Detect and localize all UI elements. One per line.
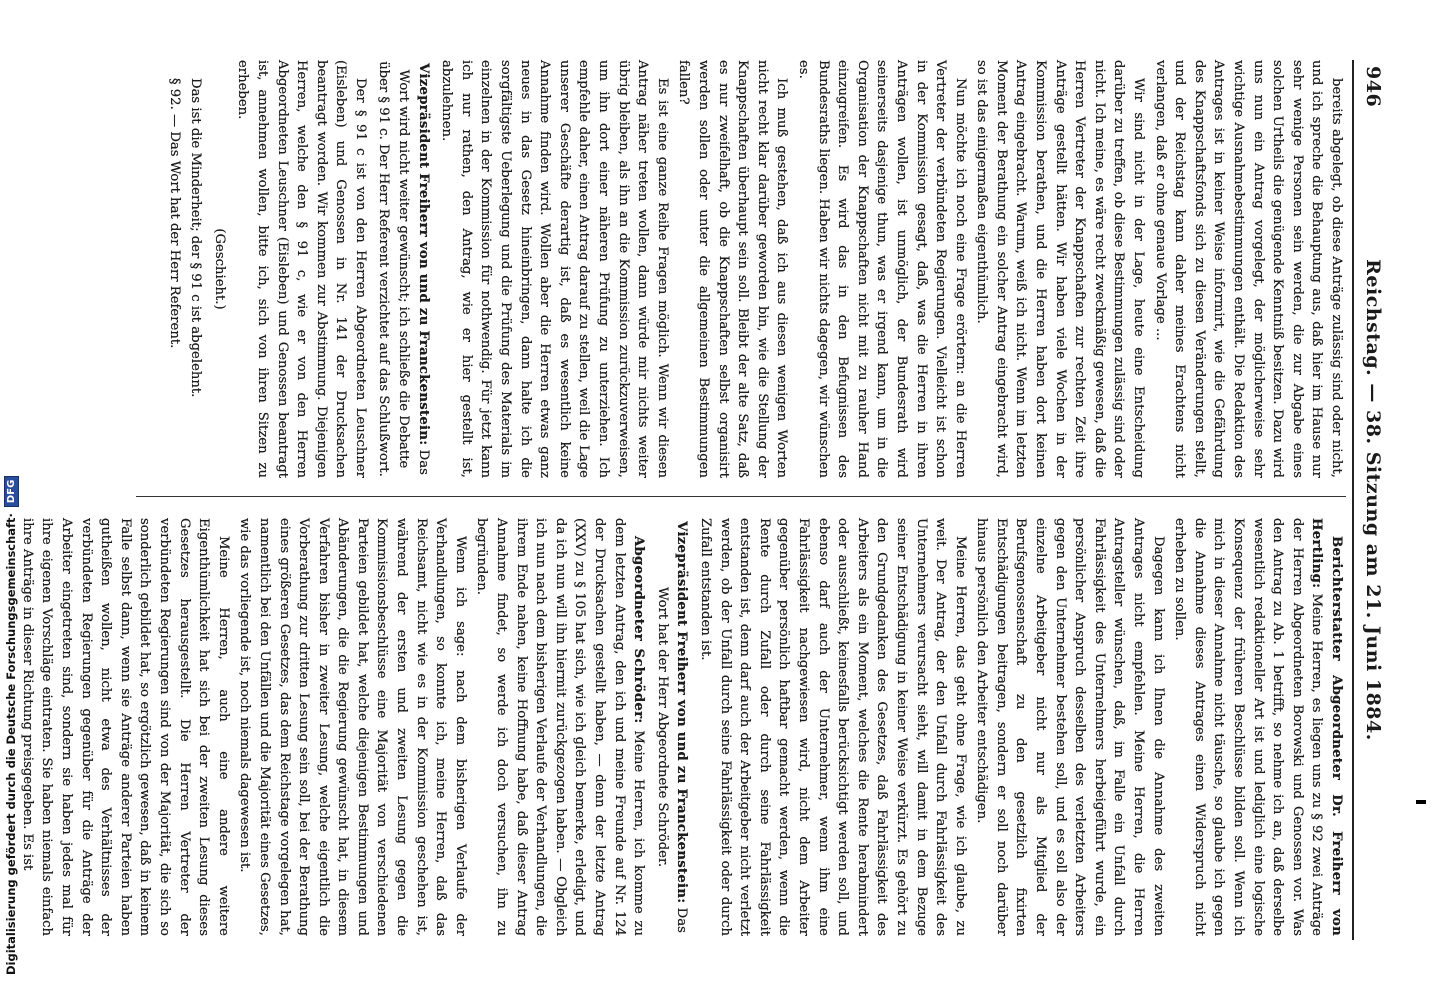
paragraph [17, 518, 233, 936]
paragraph [437, 60, 672, 478]
scan-edge-mark [1416, 800, 1426, 804]
column-divider [136, 496, 1346, 497]
header-rule [1352, 60, 1354, 940]
paragraph-text: Nun möchte ich noch eine Frage erörtern: an die Herren Vertreter der verbündeten Regierungen. Vielleicht ist schon in der Kommission gesagt, daß, was die Herren in ihren Anträgen wollen, ist unmöglich, der Bundesrath wird seinerseits dasjenige thun, was er irgend kann, um in die Organisation der Knappschaften nicht mit zu rauher Hand einzugreifen. Es wird das in den Befugnissen des Bundesraths liegen. Haben wir nichts dagegen, wir wünschen es. [795, 60, 968, 478]
paragraph [186, 60, 206, 478]
newspaper-page [19, 60, 1386, 940]
paragraph [235, 518, 470, 936]
paragraph-text: Das ist die Minderheit; der § 91 c ist abgelehnt. [188, 78, 204, 398]
paragraph-text: Meine Herren, auch eine andere weitere Eigenthümlichkeit hat sich bei der zweiten Lesung dieses Gesetzes herausgestellt. Die Herren Vertreter der verbündeten Regierungen sind von der Majorität, die sich so sonderlich gebildet hat, so ergötzlich gewesen, daß in keinem Falle selbst dann, wenn sie Anträge anderer Parteien haben gutheißen wollen, nicht etwa des Verhältnisses der verbündeten Regierungen gegenüber für die Anträge der Arbeiter eingetreten sind, sondern sie haben jedes mal für ihre eigenen Vorschläge eintraten. Sie haben niemals einfach ihre Anträge in dieser Richtung preisgegeben. Es ist [19, 518, 231, 936]
paragraph [233, 60, 370, 478]
paragraph-text: Das Wort wird nicht weiter gewünscht; ich schließe die Debatte über § 91 c. Der Herr Referent verzichtet auf das Schlußwort. [376, 61, 431, 477]
paragraph-text: (Geschieht.) [211, 228, 227, 310]
centered-paragraph [652, 518, 691, 936]
paragraph [1150, 60, 1346, 478]
paragraph-text: Meine Herren, das geht ohne Frage, wie ich glaube, zu weit. Der Antrag, der den Unfall durch Fahrlässigkeit des Unternehmers verursacht sieht, will damit in dem Bezuge seiner Entschädigung in keiner Weise verkürzt. Es gehört zu den Grundgedanken des Gesetzes, daß Fahrlässigkeit des Arbeiters als ein Moment, welches die Rente herabmindert oder ausschließt, keinesfalls berücksichtigt werden soll, und ebenso darf auch der Unternehmer, wenn ihm eine Fahrlässigkeit nachgewiesen wird, nicht dem Arbeiter gegenüber persönlich haftbar gemacht werden, wenn die Rente durch Zufall oder durch seine Fahrlässigkeit entstanden ist, denn darf auch der Arbeitgeber nicht verletzt werden, ob der Unfall durch seine Fahrlässigkeit oder durch Zufall entstanden ist. [698, 518, 968, 936]
paragraph-text: Dagegen kann ich Ihnen die Annahme des zweiten Antrages nicht empfehlen. Meine Herren, die Herren Antragsteller wünschen, daß, im Falle ein Unfall durch Fahrlässigkeit des Unternehmers herbeigeführt wurde, ein persönlicher Anspruch desselben des verletzten Arbeiters gegen den Unternehmer bestehen soll, und es soll also der einzelne Arbeitgeber nicht nur als Mitglied der Berufsgenossenschaft zu den gesetzlich fixirten Entschädigungen beitragen, sondern er soll noch darüber hinaus persönlich den Arbeiter entschädigen. [974, 518, 1166, 936]
paragraph [1170, 518, 1346, 936]
paragraph [674, 60, 792, 478]
paragraph-text: Meine Herren, es liegen uns zu § 92 zwei Anträge der Herren Abgeordneten Borowski und Genossen vor. Was den Antrag zu Ab. 1 betrifft, so nehme ich an, daß derselbe wesentlich redaktioneller Art ist und lediglich eine logische Konsequenz der früheren Beschlüsse bilden soll. Wenn ich mich in dieser Annahme nicht täusche, so glaube ich gegen die Annahme dieses Antrages einen Widerspruch nicht erheben zu sollen. [1172, 518, 1325, 936]
paragraph-text: Das Wort hat der Herr Abgeordnete Schröder. [654, 586, 690, 933]
speaker-name: Vizepräsident Freiherr von und zu Franckenstein: [415, 63, 431, 446]
paragraph-text: bereits abgelegt, ob diese Anträge zulässig sind oder nicht, und ich spreche die Behauptung aus, daß hier im Hause nur sehr wenige Personen sein werden, die zur Abgabe eines solchen Urtheils die genügende Kenntniß besitzen. Dazu wird uns nun ein Antrag vorgelegt, der möglicherweise sehr wichtige Ausnahmebestimmungen enthält. Die Redaktion des Antrages ist in keiner Weise informirt, wie die Gefährdung des Knappschaftsfonds sich zu diesen Veränderungen stellt, und der Reichstag kann daher meines Erachtens nicht verlangen, daß er ohne genaue Vorlage ... [1152, 60, 1344, 478]
paragraph [164, 60, 184, 478]
paragraph-text: Meine Herren, ich komme zu dem letzten Antrag, den ich und meine Freunde auf Nr. 124 der Drucksachen gestellt haben, — denn der letzte Antrag (XXV) zu § 105 hat sich, wie ich gleich bemerke, erledigt, und da ich nun will ihn hiermit zurückgezogen haben. — Obgleich ich nun nach dem bisherigen Verlaufe der Verhandlungen, die ihrem Ende nahen, keine Hoffnung habe, daß dieser Antrag Annahme findet, so werde ich doch versuchen, ihn zu begründen. [474, 518, 647, 936]
paragraph [472, 518, 648, 936]
centered-paragraph [374, 60, 433, 478]
paragraph-text: Wir sind nicht in der Lage, heute eine Entscheidung darüber zu treffen, ob diese Bestimmungen zulässig sind oder nicht. Ich meine, es wäre recht zweckmäßig gewesen, daß die Herren Vertreter der Knappschaften zur rechten Zeit ihre Anträge gestellt hätten. Wir haben viele Wochen in der Kommission berathen, und die Herren haben dort keinen Antrag eingebracht. Warum, weiß ich nicht. Wenn im letzten Moment der Berathung ein solcher Antrag eingebracht wird, so ist das einigermaßen eigenthümlich. [974, 60, 1147, 478]
speaker-name: Abgeordneter Schröder: [631, 536, 647, 724]
speaker-name: Berichterstatter Abgeordneter Dr. Freiherr von Hertling: [1309, 518, 1344, 936]
paragraph-text: Es ist eine ganze Reihe Fragen möglich. Wenn wir diesen Antrag näher treten wollen, dann würde mir nichts weiter übrig bleiben, als ihn an die Kommission zurückzuverweisen, um ihn dort einer näheren Prüfung zu unterziehen. Ich empfehle daher, einen Antrag darauf zu stellen, weil die Lage unserer Geschäfte derartig ist, daß es wesentlich keine Annahme finden wird. Wollen aber die Herren etwas ganz neues in das Gesetz hineinbringen, dann halte ich die sorgfältigste Ueberlegung und die Prüfung des Materials im einzelnen in der Kommission für nothwendig. Für jetzt kann ich nur rathen, den Antrag, wie er hier gestellt ist, abzulehnen. [439, 60, 670, 478]
paragraph-text: Ich muß gestehen, daß ich aus diesen wenigen Worten nicht recht klar darüber geworden bin, wie die Stellung der Knappschaften überhaupt sein soll. Bleibt der alte Satz, daß es nur zweifelhaft, ob die Knappschaften selbst organisirt werden sollen oder unter die allgemeinen Bestimmungen fallen? [676, 60, 790, 478]
digitization-credit: Digitalisierung gefördert durch die Deutsche Forschungsgemeinschaft · DFG [2, 0, 20, 975]
centered-paragraph [209, 60, 229, 478]
running-head: Reichstag. — 38. Sitzung am 21. Juni 1884. [1362, 259, 1384, 741]
dfg-logo: DFG [4, 476, 19, 507]
paragraph-text: § 92. — Das Wort hat der Herr Referent. [166, 78, 182, 349]
paragraph [972, 518, 1168, 936]
right-column [19, 518, 1346, 936]
paragraph-text: Wenn ich sage: nach dem bisherigen Verlaufe der Verhandlungen, so konnte ich, meine Herren, daß das Reichsamt, nicht wie es in der Kommission geschehen ist, während der ersten und zweiten Lesung gegen die Kommissionsbeschlüsse eine Majorität von verschiedenen Parteien gebildet hat, welche diejenigen Bestimmungen und Abänderungen, die die Regierung gewünscht hat, in diesem Verfahren bisher in zweiter Lesung, welche eigentlich die Vorberathung zur dritten Lesung sein soll, bei der Berathung eines größeren Gesetzes, das dem Reichstage vorgelegen hat, namentlich bei den Unfällen und die Majorität eines Gesetzes, wie das vorliegende ist, noch niemals dagewesen ist. [237, 518, 468, 936]
page-header [1356, 60, 1386, 940]
paragraph [972, 60, 1148, 478]
left-column [166, 60, 1346, 478]
speaker-name: Vizepräsident Freiherr von und zu Franckenstein: [674, 521, 690, 904]
digitization-credit-text: Digitalisierung gefördert durch die Deutsche Forschungsgemeinschaft [4, 517, 18, 975]
paragraph-text: Der § 91 c ist von den Herren Abgeordneten Leuschner (Eisleben) und Genossen in Nr. 141 der Drucksachen beantragt worden. Wir kommen zur Abstimmung. Diejenigen Herren, welche den § 91 c, wie er von den Herren Abgeordneten Leuschner (Eisleben) und Genossen beantragt ist, annehmen wollen, bitte ich, sich von ihren Sitzen zu erheben. [235, 60, 368, 478]
page-number: 946 [1362, 66, 1384, 108]
paragraph [793, 60, 969, 478]
paragraph [695, 518, 969, 936]
